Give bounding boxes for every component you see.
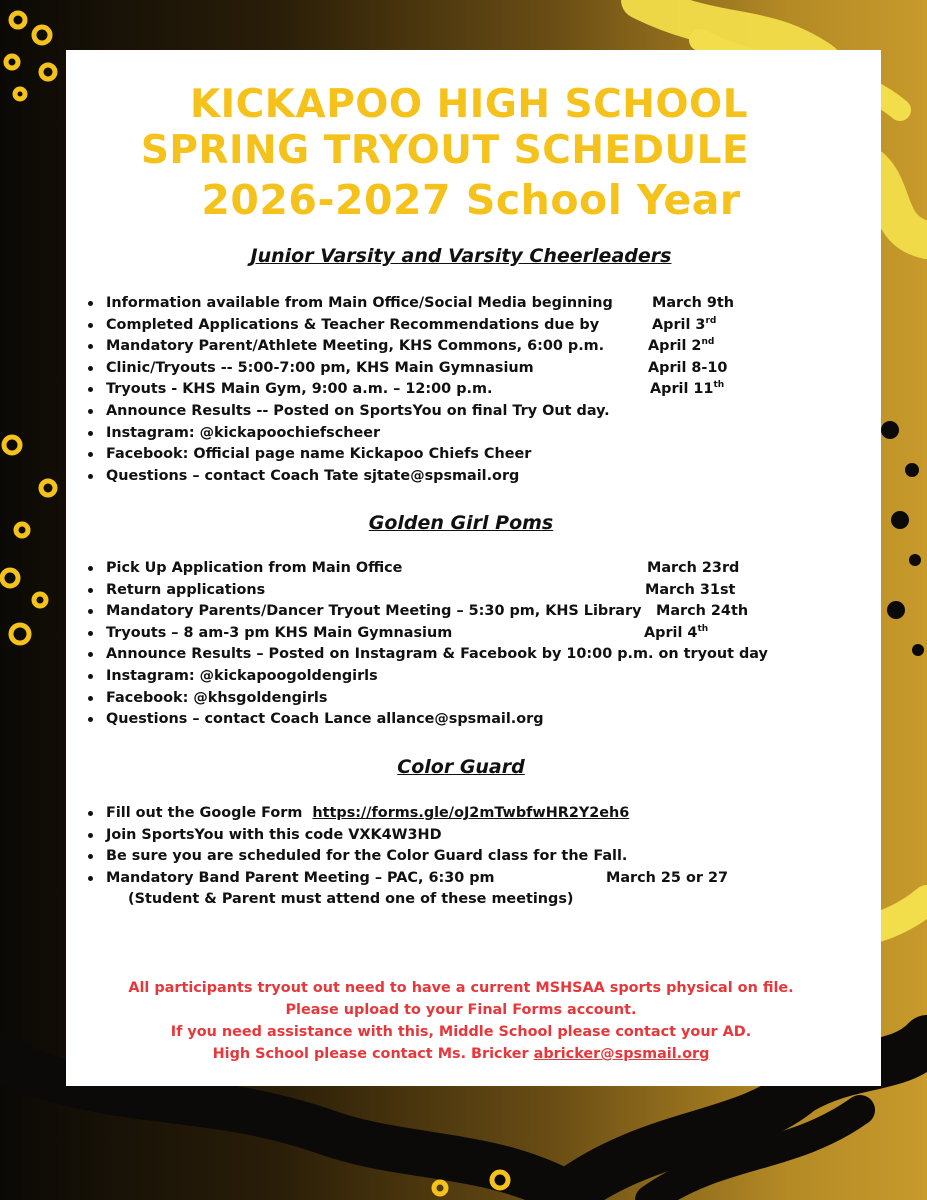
notice-line-2: Please upload to your Final Forms account. bbox=[285, 1002, 637, 1018]
meeting-note: (Student & Parent must attend one of these meetings) bbox=[128, 891, 574, 908]
title-year: 2026-2027 School Year bbox=[201, 176, 741, 224]
list-item: Facebook: @khsgoldengirls bbox=[86, 688, 826, 710]
list-item: Mandatory Parent/Athlete Meeting, KHS Commons, 6:00 p.m. April 2nd bbox=[86, 336, 826, 358]
list-item: Return applications March 31st bbox=[86, 580, 826, 602]
cheer-list bbox=[86, 293, 826, 487]
google-form-link[interactable]: https://forms.gle/oJ2mTwbfwHR2Y2eh6 bbox=[312, 805, 630, 821]
list-item: Announce Results -- Posted on SportsYou on final Try Out day. bbox=[86, 401, 826, 423]
list-item: Tryouts - KHS Main Gym, 9:00 a.m. – 12:00 p.m. April 11th bbox=[86, 379, 826, 401]
guard-heading: Color Guard bbox=[397, 756, 525, 778]
list-item: Pick Up Application from Main Office March 23rd bbox=[86, 558, 826, 580]
list-item: Questions – contact Coach Lance allance@spsmail.org bbox=[86, 709, 826, 731]
list-item: Be sure you are scheduled for the Color Guard class for the Fall. bbox=[86, 846, 826, 868]
list-item: Fill out the Google Form https://forms.gle/oJ2mTwbfwHR2Y2eh6 bbox=[86, 803, 826, 825]
list-item: Tryouts – 8 am-3 pm KHS Main Gymnasium April 4th bbox=[86, 623, 826, 645]
poms-list bbox=[86, 558, 826, 731]
cheer-heading: Junior Varsity and Varsity Cheerleaders bbox=[250, 245, 672, 267]
list-item: Information available from Main Office/Social Media beginning March 9th bbox=[86, 293, 826, 315]
list-item: Mandatory Parents/Dancer Tryout Meeting – 5:30 pm, KHS Library March 24th bbox=[86, 601, 826, 623]
list-item: Announce Results – Posted on Instagram & Facebook by 10:00 p.m. on tryout day bbox=[86, 644, 826, 666]
list-item: Instagram: @kickapoochiefscheer bbox=[86, 423, 826, 445]
list-item: Completed Applications & Teacher Recommendations due by April 3rd bbox=[86, 315, 826, 337]
list-item: Questions – contact Coach Tate sjtate@spsmail.org bbox=[86, 466, 826, 488]
notice-line-4: High School please contact Ms. Bricker abricker@spsmail.org bbox=[212, 1046, 710, 1062]
guard-list bbox=[86, 803, 826, 911]
list-item: Clinic/Tryouts -- 5:00-7:00 pm, KHS Main Gymnasium April 8-10 bbox=[86, 358, 826, 380]
list-item: Join SportsYou with this code VXK4W3HD bbox=[86, 825, 826, 847]
physical-notice bbox=[66, 977, 856, 1065]
bricker-email-link[interactable]: abricker@spsmail.org bbox=[533, 1046, 710, 1062]
flyer-content bbox=[66, 50, 881, 1086]
list-item: Mandatory Band Parent Meeting – PAC, 6:30 pm March 25 or 27 bbox=[86, 868, 826, 890]
notice-line-3: If you need assistance with this, Middle School please contact your AD. bbox=[170, 1024, 752, 1040]
poms-heading: Golden Girl Poms bbox=[368, 512, 554, 534]
title-schedule: SPRING TRYOUT SCHEDULE bbox=[140, 128, 750, 173]
title-school: KICKAPOO HIGH SCHOOL bbox=[189, 82, 749, 127]
notice-line-1: All participants tryout out need to have a current MSHSAA sports physical on file. bbox=[128, 980, 794, 996]
list-item: Instagram: @kickapoogoldengirls bbox=[86, 666, 826, 688]
list-item: Facebook: Official page name Kickapoo Chiefs Cheer bbox=[86, 444, 826, 466]
